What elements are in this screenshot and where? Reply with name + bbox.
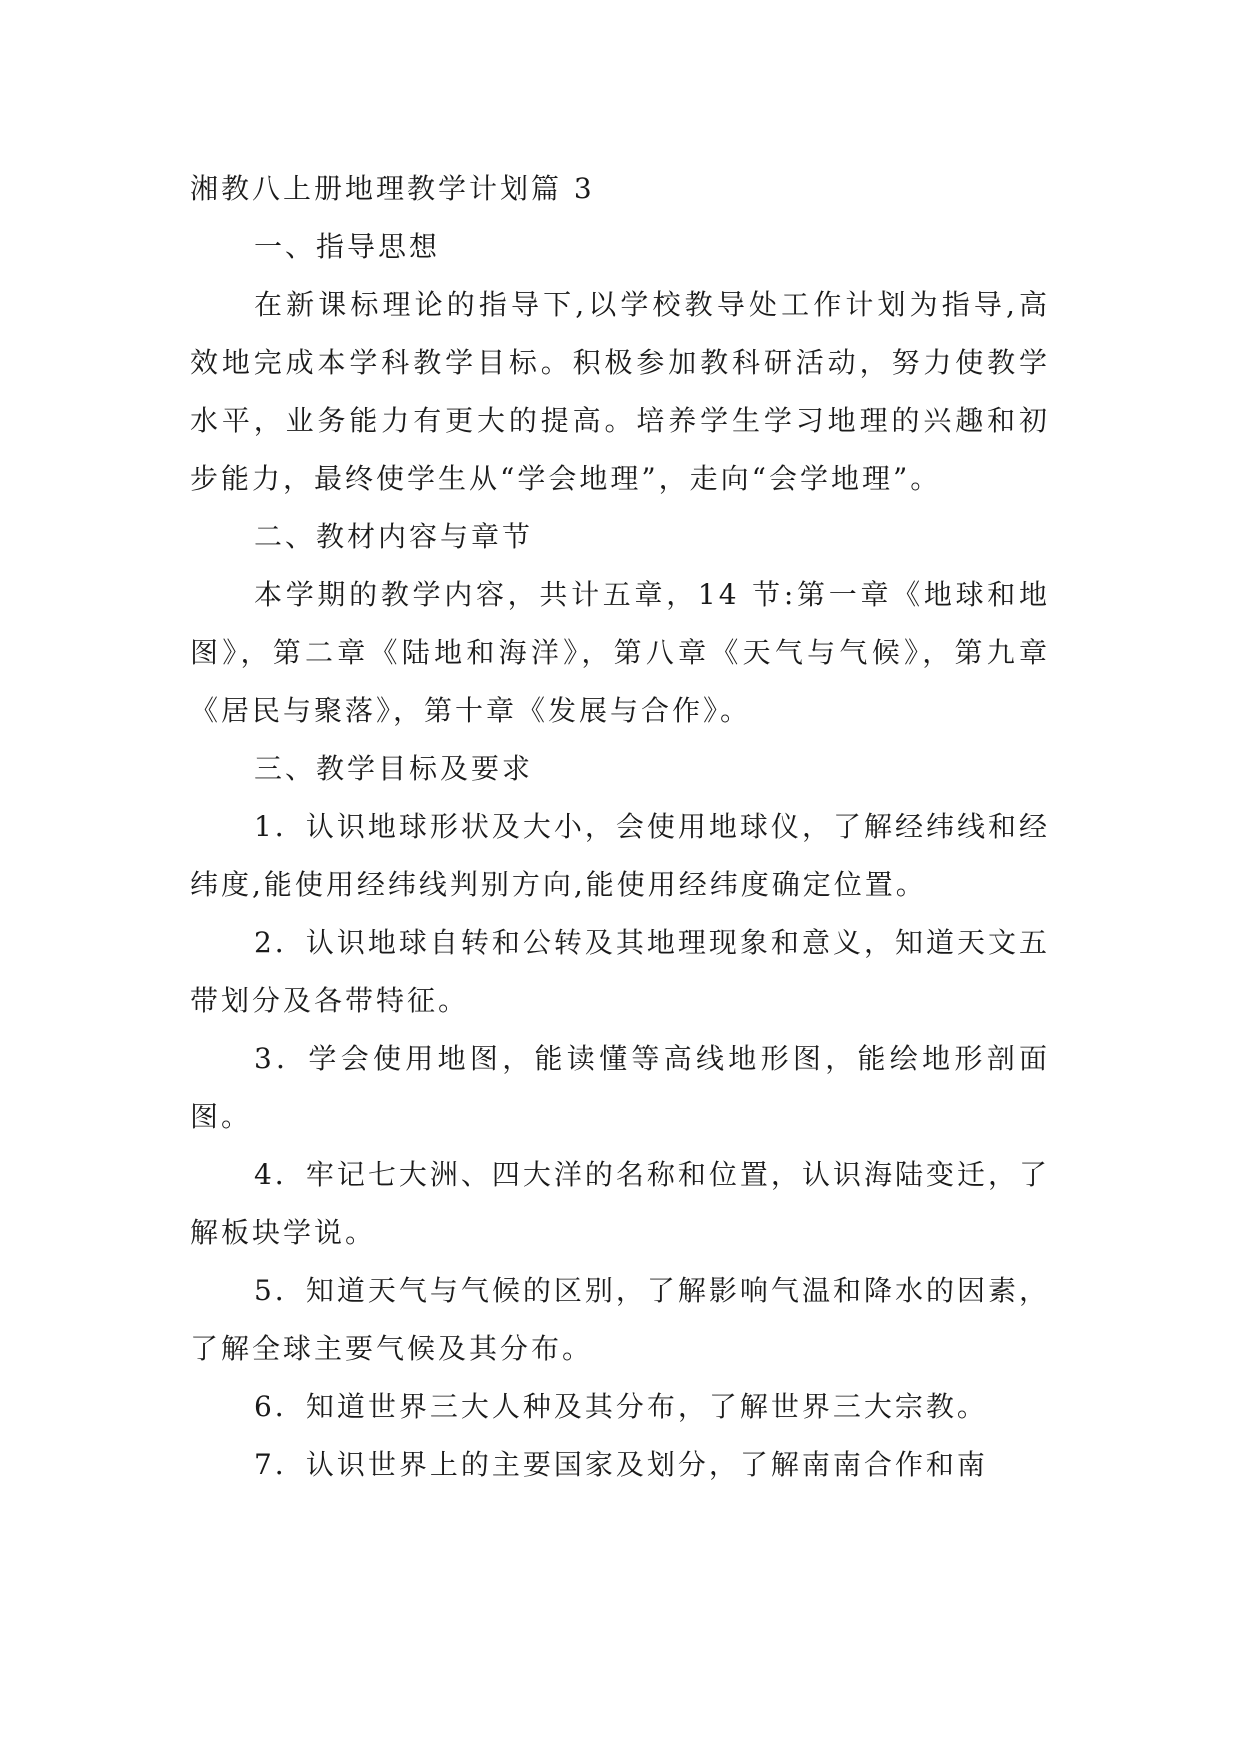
document-title: 湘教八上册地理教学计划篇 3 xyxy=(190,172,595,205)
section-heading: 二、教材内容与章节 xyxy=(254,520,534,553)
list-item: 7．认识世界上的主要国家及划分，了解南南合作和南 xyxy=(254,1448,988,1481)
list-item: 3．学会使用地图，能读懂等高线地形图，能绘地形剖面图。 xyxy=(190,1042,1050,1133)
list-item: 2．认识地球自转和公转及其地理现象和意义，知道天文五带划分及各带特征。 xyxy=(190,926,1050,1017)
list-item: 5．知道天气与气候的区别，了解影响气温和降水的因素，了解全球主要气候及其分布。 xyxy=(190,1274,1050,1365)
section-heading: 三、教学目标及要求 xyxy=(254,752,534,785)
paragraph: 在新课标理论的指导下,以学校教导处工作计划为指导,高效地完成本学科教学目标。积极参加教科研活动，努力使教学水平，业务能力有更大的提高。培养学生学习地理的兴趣和初步能力，最终使学生从“学会地理”，走向“会学地理”。 xyxy=(190,288,1050,495)
list-item: 6．知道世界三大人种及其分布，了解世界三大宗教。 xyxy=(254,1390,988,1423)
list-item: 4．牢记七大洲、四大洋的名称和位置，认识海陆变迁，了解板块学说。 xyxy=(190,1158,1050,1249)
section-heading: 一、指导思想 xyxy=(254,230,441,263)
list-item: 1．认识地球形状及大小，会使用地球仪，了解经纬线和经纬度,能使用经纬线判别方向,能使用经纬度确定位置。 xyxy=(190,810,1050,901)
paragraph: 本学期的教学内容，共计五章，14 节:第一章《地球和地图》，第二章《陆地和海洋》，第八章《天气与气候》，第九章《居民与聚落》，第十章《发展与合作》。 xyxy=(190,578,1050,727)
document-body xyxy=(190,160,1050,1494)
